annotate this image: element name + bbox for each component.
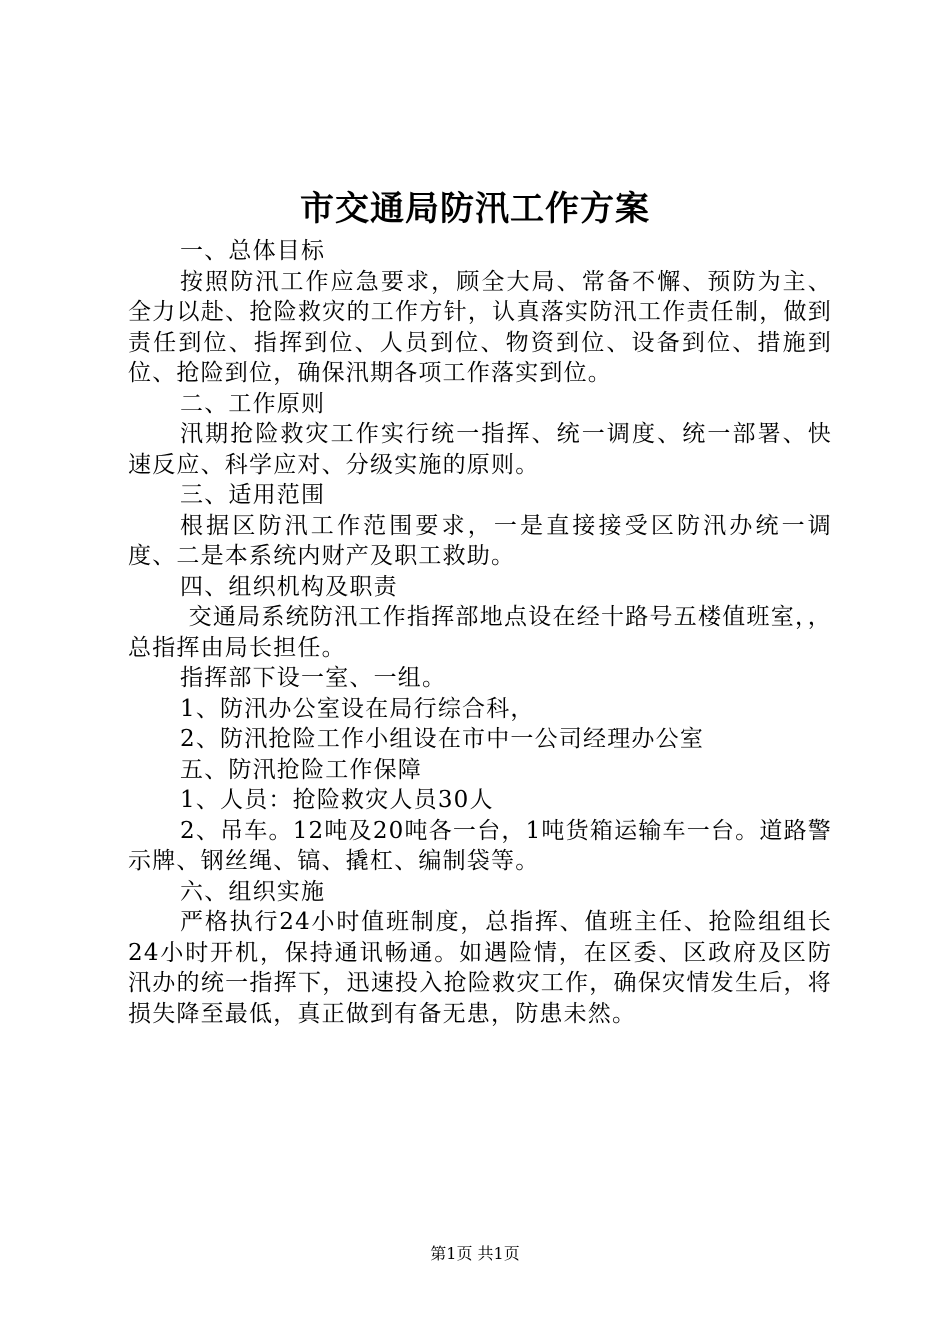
paragraph: 交通局系统防汛工作指挥部地点设在经十路号五楼值班室，，总指挥由局长担任。 <box>128 604 832 661</box>
paragraph: 汛期抢险救灾工作实行统一指挥、统一调度、统一部署、快速反应、科学应对、分级实施的原则。 <box>128 421 832 478</box>
section-heading: 四、组织机构及职责 <box>180 573 398 600</box>
paragraph: 根据区防汛工作范围要求，一是直接接受区防汛办统一调度、二是本系统内财产及职工救助。 <box>128 512 832 569</box>
paragraph: 按照防汛工作应急要求，顾全大局、常备不懈、预防为主、全力以赴、抢险救灾的工作方针，认真落实防汛工作责任制，做到责任到位、指挥到位、人员到位、物资到位、设备到位、措施到位、抢险到位，确保汛期各项工作落实到位。 <box>128 268 832 386</box>
section-heading: 三、适用范围 <box>180 482 326 508</box>
list-item: 指挥部下设一室、一组。 <box>180 665 447 691</box>
list-item: 2、防汛抢险工作小组设在市中一公司经理办公室 <box>180 726 705 752</box>
section-heading: 二、工作原则 <box>180 390 326 417</box>
section-heading: 一、总体目标 <box>180 238 326 264</box>
page-number-footer: 第1页 共1页 <box>430 1244 520 1263</box>
section-heading: 六、组织实施 <box>180 878 326 905</box>
list-item: 1、人员：抢险救灾人员30人 <box>180 787 494 813</box>
paragraph: 严格执行24小时值班制度，总指挥、值班主任、抢险组组长24小时开机，保持通讯畅通。如遇险情，在区委、区政府及区防汛办的统一指挥下，迅速投入抢险救灾工作，确保灾情发生后，将损失降至最低，真正做到有备无患，防患未然。 <box>128 909 832 1027</box>
document-body <box>128 236 832 1029</box>
paragraph: 2、吊车。12吨及20吨各一台，1吨货箱运输车一台。道路警示牌、钢丝绳、镐、撬杠、编制袋等。 <box>128 817 832 874</box>
document-title: 市交通局防汛工作方案 <box>300 189 650 229</box>
section-heading: 五、防汛抢险工作保障 <box>180 756 422 783</box>
list-item: 1、防汛办公室设在局行综合科， <box>180 695 535 722</box>
